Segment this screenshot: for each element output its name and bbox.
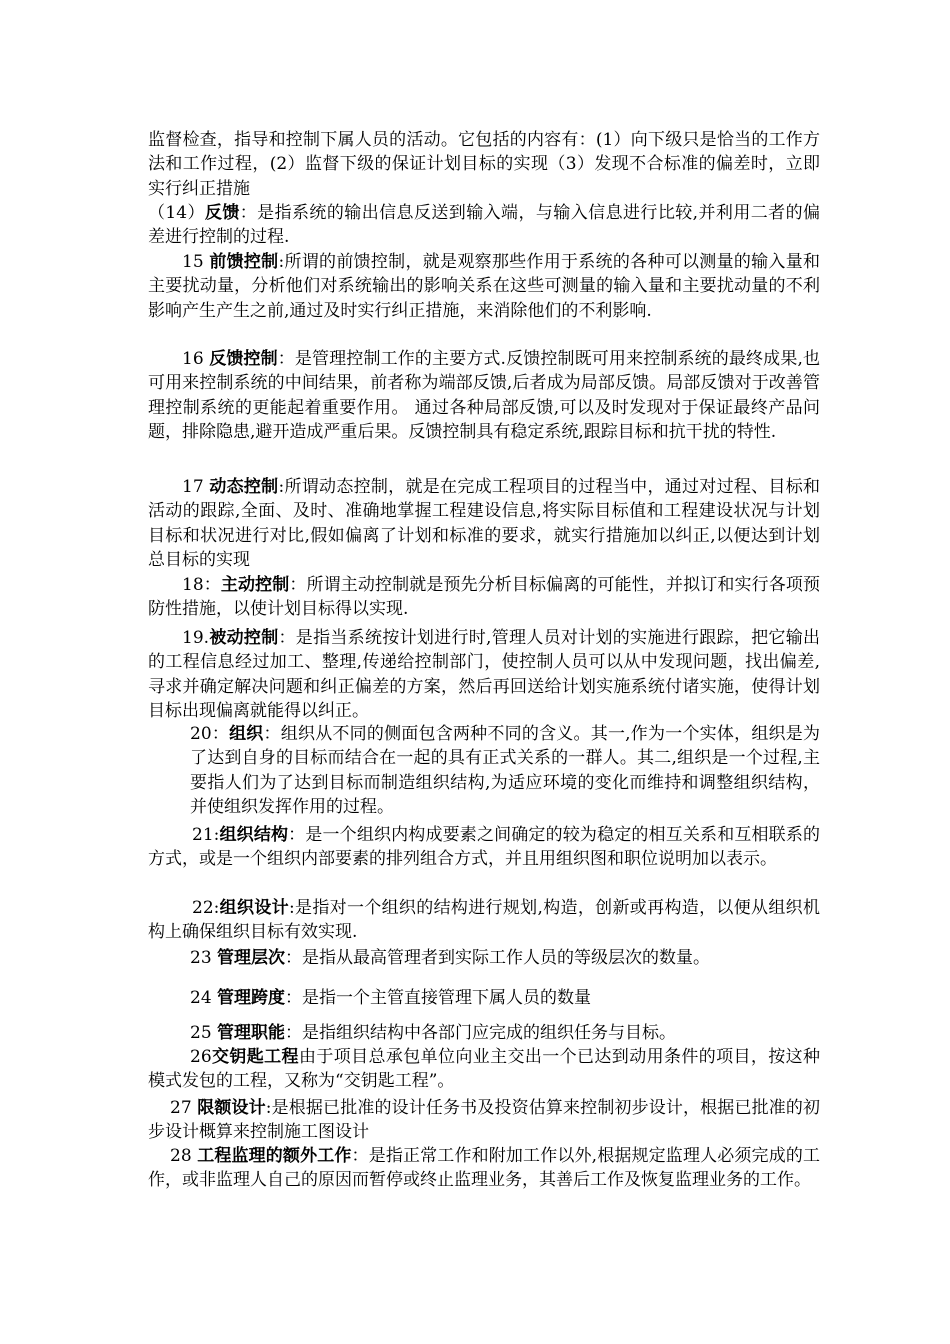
term-heading: 组织设计 <box>219 898 289 918</box>
paragraph-body: ：所谓主动控制就是预先分析目标偏离的可能性，并拟订和实行各项预防性措施，以使计划目标得以实现. <box>148 575 820 620</box>
term-heading: 交钥匙工程 <box>211 1047 299 1067</box>
paragraph-body: ：是指一个主管直接管理下属人员的数量 <box>285 988 592 1008</box>
item-number: 15 <box>182 252 210 272</box>
item-number: 22: <box>192 898 220 918</box>
term-heading: 管理职能 <box>217 1023 286 1043</box>
paragraph-feedforward-control <box>148 250 820 323</box>
paragraph-management-functions <box>148 1021 820 1045</box>
term-heading: 主动控制 <box>220 575 290 595</box>
paragraph-feedback-control <box>148 347 820 445</box>
paragraph-body: ：是指组织结构中各部门应完成的组织任务与目标。 <box>285 1023 677 1043</box>
term-heading: 管理层次 <box>217 948 286 968</box>
paragraph-body: ：是管理控制工作的主要方式.反馈控制既可用来控制系统的最终成果,也可用来控制系统的中间结果，前者称为端部反馈,后者成为局部反馈。局部反馈对于改善管理控制系统的更能起着重要作用。 通过各种局部反馈,可以及时发现对于保证最终产品问题，排除隐患,避开造成严重后果。反馈控制具有稳定系统,跟踪目标和抗干扰的特性. <box>148 349 821 443</box>
item-number: 24 <box>190 988 218 1008</box>
paragraph-dynamic-control <box>148 475 820 573</box>
paragraph-body: :所谓的前馈控制，就是观察那些作用于系统的各种可以测量的输入量和主要扰动量，分析他们对系统输出的影响关系在这些可测量的输入量和主要扰动量的不利影响产生产生之前,通过及时实行纠正措施，来消除他们的不利影响. <box>148 252 820 321</box>
paragraph-body: 监督检查，指导和控制下属人员的活动。它包括的内容有：(1）向下级只是恰当的工作方法和工作过程，(2）监督下级的保证计划目标的实现（3）发现不合标准的偏差时，立即实行纠正措施 <box>148 130 820 199</box>
paragraph-control-duties <box>148 128 820 201</box>
item-number: 26 <box>190 1047 212 1067</box>
term-heading: 动态控制 <box>209 477 279 497</box>
paragraph-active-control <box>148 573 820 622</box>
term-heading: 限额设计 <box>197 1098 266 1118</box>
paragraph-body: 由于项目总承包单位向业主交出一个已达到动用条件的项目，按这种模式发包的工程，又称为“交钥匙工程”。 <box>148 1047 821 1092</box>
paragraph-body: ：是指当系统按计划进行时,管理人员对计划的实施进行跟踪，把它输出的工程信息经过加工、整理,传递给控制部门，使控制人员可以从中发现问题，找出偏差,寻求并确定解决问题和纠正偏差的方案，然后再回送给计划实施系统付诸实施，使得计划目标出现偏离就能得以纠正。 <box>148 628 821 722</box>
paragraph-body: ：是指从最高管理者到实际工作人员的等级层次的数量。 <box>285 948 711 968</box>
paragraph-feedback <box>148 201 820 250</box>
paragraph-passive-control <box>148 626 820 724</box>
term-heading: 被动控制 <box>209 628 279 648</box>
paragraph-limit-design <box>148 1096 820 1145</box>
term-heading: 组织 <box>229 724 264 744</box>
item-number: （14） <box>148 203 205 223</box>
term-heading: 管理跨度 <box>217 988 286 1008</box>
term-heading: 组织结构 <box>219 825 289 845</box>
term-heading: 前馈控制 <box>209 252 279 272</box>
item-number: 19. <box>182 628 210 648</box>
paragraph-management-levels <box>148 946 820 970</box>
paragraph-management-span <box>148 986 820 1010</box>
item-number: 20： <box>190 724 230 744</box>
paragraph-body: ：组织从不同的侧面包含两种不同的含义。其一,作为一个实体，组织是为了达到自身的目标而结合在一起的具有正式关系的一群人。其二,组织是一个过程,主要指人们为了达到目标而制造组织结构,为适应环境的变化而维持和调整组织结构，并使组织发挥作用的过程。 <box>190 724 821 818</box>
item-number: 27 <box>170 1098 198 1118</box>
paragraph-body: ：是指系统的输出信息反送到输入端，与输入信息进行比较,并利用二者的偏差进行控制的过程. <box>148 203 821 248</box>
item-number: 23 <box>190 948 218 968</box>
paragraph-turnkey-project <box>148 1045 820 1094</box>
paragraph-extra-supervision-work <box>148 1144 820 1193</box>
paragraph-organization-design <box>148 896 820 945</box>
paragraph-body: :所谓动态控制，就是在完成工程项目的过程当中，通过对过程、目标和活动的跟踪,全面、及时、准确地掌握工程建设信息,将实际目标值和工程建设状况与计划目标和状况进行对比,假如偏离了计划和标准的要求，就实行措施加以纠正,以便达到计划总目标的实现 <box>148 477 820 571</box>
term-heading: 反馈 <box>204 203 240 223</box>
paragraph-body: :是指对一个组织的结构进行规划,构造，创新或再构造，以便从组织机构上确保组织目标有效实现. <box>148 898 821 943</box>
item-number: 17 <box>182 477 210 497</box>
paragraph-body: :是根据已批准的设计任务书及投资估算来控制初步设计，根据已批准的初步设计概算来控制施工图设计 <box>148 1098 821 1143</box>
term-heading: 工程监理的额外工作 <box>197 1146 352 1166</box>
item-number: 28 <box>170 1146 198 1166</box>
paragraph-body: ：是一个组织内构成要素之间确定的较为稳定的相互关系和互相联系的方式，或是一个组织内部要素的排列组合方式，并且用组织图和职位说明加以表示。 <box>148 825 821 870</box>
item-number: 16 <box>182 349 210 369</box>
paragraph-organization-structure <box>148 823 820 872</box>
item-number: 25 <box>190 1023 218 1043</box>
term-heading: 反馈控制 <box>209 349 278 369</box>
paragraph-organization <box>190 722 820 820</box>
paragraph-body: ：是指正常工作和附加工作以外,根据规定监理人必须完成的工作，或非监理人自己的原因而暂停或终止监理业务，其善后工作及恢复监理业务的工作。 <box>148 1146 820 1191</box>
item-number: 21: <box>192 825 220 845</box>
item-number: 18： <box>182 575 221 595</box>
